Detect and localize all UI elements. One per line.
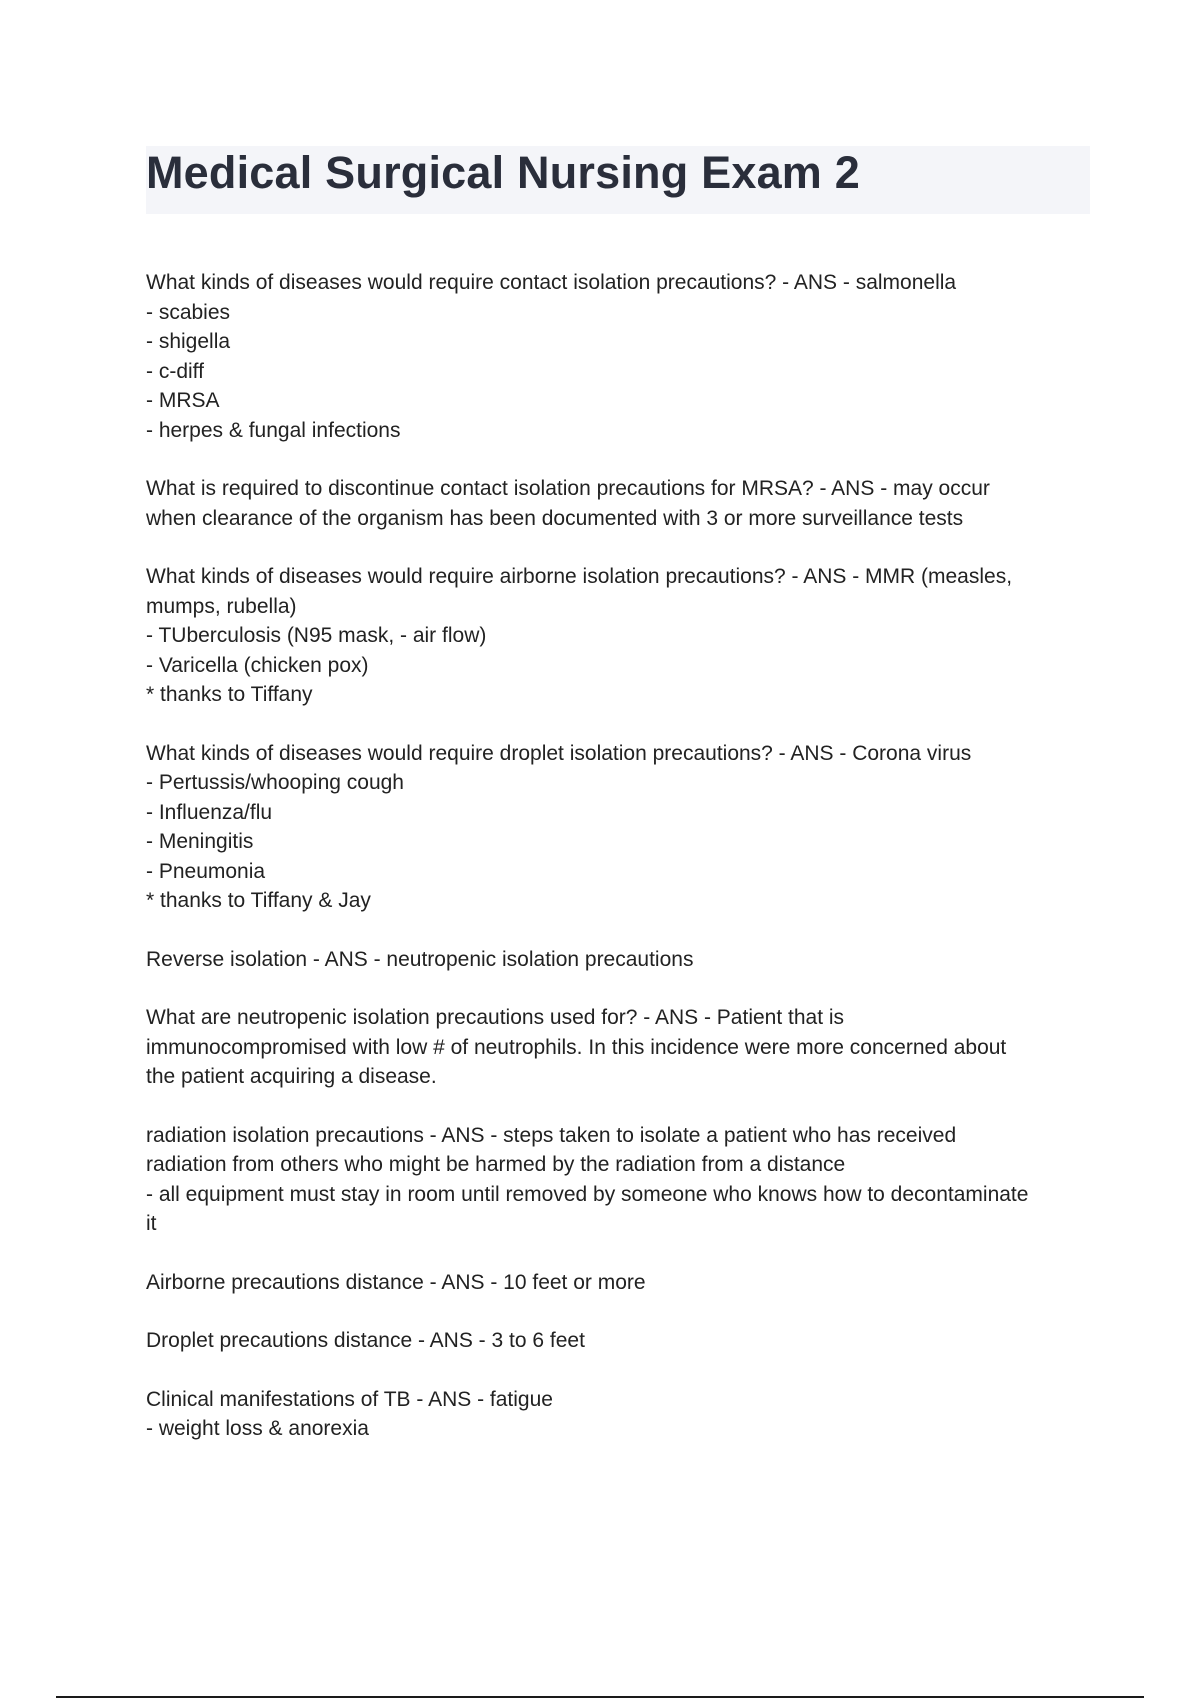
qa-line: the patient acquiring a disease. [146,1065,437,1088]
qa-line: - shigella [146,330,231,353]
qa-line: What kinds of diseases would require contact isolation precautions? - ANS - salmonella [146,271,957,294]
qa-line: - scabies [146,300,231,324]
qa-line: - TUberculosis (N95 mask, - air flow) [146,624,487,647]
qa-entry-contact-isolation [146,268,1092,445]
qa-entry-neutropenic-use [146,1003,1092,1092]
qa-line: What kinds of diseases would require airborne isolation precautions? - ANS - MMR (measles, [146,565,1013,588]
qa-line: when clearance of the organism has been documented with 3 or more surveillance tests [146,506,964,530]
qa-line: * thanks to Tiffany [146,683,313,706]
page-title: Medical Surgical Nursing Exam 2 [146,147,860,198]
qa-line: - Influenza/flu [146,800,273,824]
qa-line: Reverse isolation - ANS - neutropenic isolation precautions [146,947,694,971]
qa-line: - Meningitis [146,830,254,853]
qa-entry-airborne-distance [146,1268,1092,1298]
qa-list [146,268,1092,1473]
qa-line: - all equipment must stay in room until removed by someone who knows how to decontaminate [146,1182,1029,1206]
qa-line: Airborne precautions distance - ANS - 10 feet or more [146,1270,646,1294]
qa-line: - MRSA [146,389,220,412]
qa-line: Clinical manifestations of TB - ANS - fatigue [146,1387,553,1411]
qa-line: What is required to discontinue contact isolation precautions for MRSA? - ANS - may occur [146,477,990,500]
qa-entry-discontinue-mrsa [146,474,1092,533]
qa-line: - c-diff [146,359,204,383]
qa-line: - Pneumonia [146,859,266,883]
qa-entry-droplet-isolation [146,739,1092,916]
qa-line: radiation from others who might be harmed by the radiation from a distance [146,1153,846,1176]
qa-line: - Varicella (chicken pox) [146,653,369,677]
qa-line: radiation isolation precautions - ANS - steps taken to isolate a patient who has received [146,1123,957,1147]
qa-line: - herpes & fungal infections [146,418,401,442]
qa-entry-reverse-isolation [146,945,1092,975]
page-bottom-divider [56,1696,1144,1698]
qa-line: mumps, rubella) [146,594,297,618]
qa-line: - Pertussis/whooping cough [146,771,404,794]
qa-entry-airborne-isolation [146,562,1092,710]
qa-line: Droplet precautions distance - ANS - 3 to 6 feet [146,1329,585,1352]
qa-entry-tb-manifestations [146,1385,1092,1444]
qa-entry-droplet-distance [146,1326,1092,1356]
qa-line: it [146,1212,157,1235]
qa-entry-radiation-isolation [146,1121,1092,1239]
qa-line: * thanks to Tiffany & Jay [146,889,371,912]
qa-line: - weight loss & anorexia [146,1417,369,1440]
qa-line: What are neutropenic isolation precautions used for? - ANS - Patient that is [146,1006,845,1029]
qa-line: What kinds of diseases would require droplet isolation precautions? - ANS - Corona virus [146,741,972,765]
qa-line: immunocompromised with low # of neutrophils. In this incidence were more concerned about [146,1035,1007,1059]
